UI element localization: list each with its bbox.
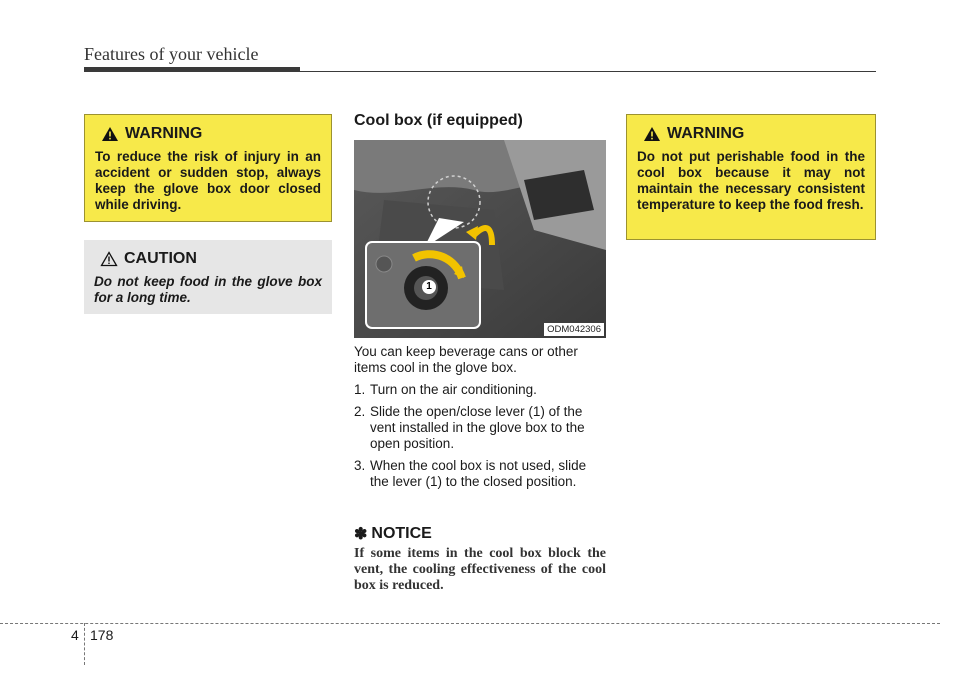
warning-header bbox=[643, 125, 865, 143]
step-item: 3. When the cool box is not used, slide the lever (1) to the closed position. bbox=[354, 458, 587, 489]
caution-header bbox=[100, 250, 322, 268]
warning-title: WARNING bbox=[667, 125, 745, 142]
warning-body: Do not put perishable food in the cool box because it may not maintain the necessary consistent temperature to keep the food fresh. bbox=[637, 149, 865, 212]
footer-rule bbox=[0, 623, 940, 624]
step-item: 2. Slide the open/close lever (1) of the vent installed in the glove box to the open position. bbox=[354, 404, 585, 451]
caution-box bbox=[84, 240, 332, 314]
section-title: Cool box (if equipped) bbox=[354, 112, 523, 129]
warning-header bbox=[101, 125, 321, 143]
footer-divider bbox=[84, 623, 85, 665]
caution-body: Do not keep food in the glove box for a long time. bbox=[94, 274, 322, 305]
warning-triangle-icon bbox=[643, 126, 661, 142]
chapter-number: 4 bbox=[71, 627, 79, 643]
page-number: 178 bbox=[90, 627, 114, 643]
notice-body: If some items in the cool box block the vent, the cooling effectiveness of the cool box is reduced. bbox=[354, 546, 606, 593]
notice-symbol-icon: ✽ bbox=[354, 526, 368, 543]
page-header-title: Features of your vehicle bbox=[84, 44, 259, 64]
image-caption: ODM042306 bbox=[544, 323, 604, 336]
warning-box-left bbox=[84, 114, 332, 222]
notice-title: NOTICE bbox=[371, 525, 432, 542]
callout-number: 1 bbox=[422, 280, 436, 294]
section-content bbox=[354, 344, 606, 496]
warning-triangle-icon bbox=[101, 126, 119, 142]
warning-body: To reduce the risk of injury in an accident or sudden stop, always keep the glove box door closed while driving. bbox=[95, 149, 321, 212]
caution-triangle-icon bbox=[100, 251, 118, 267]
warning-title: WARNING bbox=[125, 125, 203, 142]
warning-box-right bbox=[626, 114, 876, 240]
notice-header bbox=[354, 524, 432, 544]
header-rule bbox=[84, 71, 876, 72]
glove-box-photo bbox=[354, 140, 606, 338]
step-item: 1. Turn on the air conditioning. bbox=[354, 382, 537, 397]
intro-paragraph: You can keep beverage cans or other items cool in the glove box. bbox=[354, 344, 578, 375]
steps-list bbox=[354, 382, 606, 490]
caution-title: CAUTION bbox=[124, 250, 197, 267]
glove-box-illustration bbox=[354, 140, 606, 338]
